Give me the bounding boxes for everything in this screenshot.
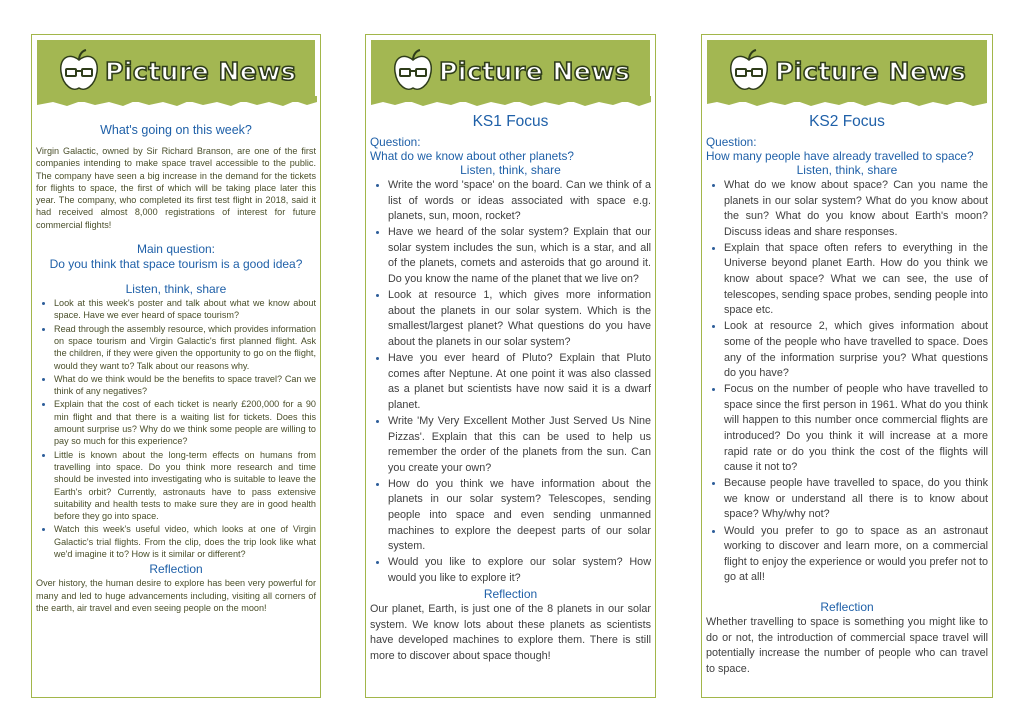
panel-whats-going-on <box>31 34 321 698</box>
panel-ks1-focus <box>365 34 656 698</box>
question-label: Question: <box>706 135 757 149</box>
apple-glasses-icon <box>729 48 769 94</box>
list-item: • Have we heard of the solar system? Explain that our solar system includes the sun, which is a star, and all of the planets, comets and asteroids that go around it. Do you know the name of the planet that we live on? <box>388 225 651 287</box>
list-item: • How do you think we have information about the planets in our solar system? Telescopes, sending people into space and even sending unmanned machines to explore the deepest parts of our solar system. <box>388 477 651 555</box>
list-item: • What do we think would be the benefits to space travel? Can we think of any negatives? <box>54 373 316 398</box>
activity-list <box>370 178 651 586</box>
banner <box>371 40 650 102</box>
section-heading: KS1 Focus <box>472 113 549 130</box>
list-item: • Look at resource 1, which gives more information about the planets in our solar system. Which is the smallest/largest planet? What questions do you have about the planets in our solar system? <box>388 288 651 350</box>
list-item: • Watch this week's useful video, which looks at one of Virgin Galactic's trial flights. From the clip, does the trip look like what we'd imagine it to? How is it similar or different? <box>54 523 316 560</box>
list-item: • Little is known about the long-term effects on humans from travelling into space. Do you think more research and time should be invested into investigating who is suitable to leave the Earth's orbit? Currently, astronauts have to pass extensive suitability and health tests to make sure they are in good health before they go into space. <box>54 449 316 523</box>
reflection-paragraph: Over history, the human desire to explore has been very powerful for many and led to huge advancements including, visiting all corners of the earth, air travel and even seeing people on the moon! <box>36 578 316 613</box>
list-item: • Look at resource 2, which gives information about some of the people who have travelled to space. Does any of the information surprise you? What questions do you have? <box>724 319 988 381</box>
listen-think-share-heading: Listen, think, share <box>125 282 227 297</box>
list-item: • Focus on the number of people who have travelled to space since the first person in 1961. What do you think will happen to this number once commercial flights are introduced? Do you think it will increase at a more rapid rate or do you think the cost of the flights will cause it not to? <box>724 382 988 476</box>
section-heading: What's going on this week? <box>100 123 252 137</box>
banner <box>707 40 987 102</box>
reflection-heading: Reflection <box>483 586 538 601</box>
list-item: • Explain that space often refers to everything in the Universe beyond planet Earth. How do you think we know about space? What we can see, the use of telescopes, sending space probes, sending people into space etc. <box>724 241 988 319</box>
question: What do we know about other planets? <box>370 149 574 163</box>
banner <box>37 40 315 102</box>
panel-body <box>36 119 316 693</box>
activity-list <box>706 178 988 586</box>
section-heading: KS2 Focus <box>809 113 885 130</box>
panel-body <box>370 113 651 693</box>
list-item: • Would you like to explore our solar system? How would you like to explore it? <box>388 555 651 586</box>
question-label: Question: <box>370 135 421 149</box>
picture-news-logo <box>393 48 630 94</box>
list-item: • Because people have travelled to space, do you think we know or understand all there is to know about space? Why/why not? <box>724 476 988 523</box>
picture-news-logo <box>59 48 296 94</box>
list-item: • What do we know about space? Can you name the planets in our solar system? What do you know about the sun? What do you know about Earth's moon? Discuss ideas and share responses. <box>724 178 988 240</box>
panel-body <box>706 113 988 693</box>
list-item: • Write the word 'space' on the board. Can we think of a list of words or ideas associated with space e.g. planets, sun, moon, rocket? <box>388 178 651 225</box>
torn-edge <box>37 96 317 108</box>
apple-glasses-icon <box>393 48 433 94</box>
listen-think-share-heading: Listen, think, share <box>460 163 561 177</box>
list-item: • Have you ever heard of Pluto? Explain that Pluto comes after Neptune. At one point it was also classed as a planet but scientists have now said it is a dwarf planet. <box>388 351 651 413</box>
apple-glasses-icon <box>59 48 99 94</box>
reflection-paragraph: Whether travelling to space is something you might like to do or not, the introduction of commercial space travel will potentially increase the number of people who can travel to space. <box>706 615 988 675</box>
list-item: • Look at this week's poster and talk about what we know about space. Have we ever heard of space tourism? <box>54 297 316 322</box>
torn-edge <box>707 96 987 108</box>
main-question-label: Main question: <box>136 242 216 257</box>
logo-text: Picture News <box>105 56 297 86</box>
list-item: • Read through the assembly resource, which provides information on space tourism and Virgin Galactic's first planned flight. Ask the children, if they were given the opportunity to go on the flight, would they want to? Talk about our reasons why. <box>54 323 316 372</box>
logo-text: Picture News <box>439 56 631 86</box>
listen-think-share-heading: Listen, think, share <box>796 163 898 177</box>
intro-paragraph: Virgin Galactic, owned by Sir Richard Branson, are one of the first companies intending to make space travel accessible to the public. The company have seen a big increase in the demand for the tickets for flights to space, the first of which will be taking place later this year. The company, who completed its first test flight in 2018, said it had received almost 8,000 registrations of interest for future commercial flights! <box>36 146 316 230</box>
list-item: • Write 'My Very Excellent Mother Just Served Us Nine Pizzas'. Explain that this can be used to help us remember the order of the planets from the sun. Can you create your own? <box>388 414 651 476</box>
picture-news-logo <box>729 48 966 94</box>
activity-list <box>36 297 316 560</box>
list-item: • Would you prefer to go to space as an astronaut working to discover and learn more, on a commercial flight to enjoy the experience or would you prefer not to go at all! <box>724 524 988 586</box>
reflection-paragraph: Our planet, Earth, is just one of the 8 planets in our solar system. We know lots about these planets as scientists have developed machines to explore them. There is still more to discover about space though! <box>370 602 651 662</box>
main-question: Do you think that space tourism is a good idea? <box>49 257 303 272</box>
question: How many people have already travelled to space? <box>706 149 974 163</box>
reflection-heading: Reflection <box>149 562 203 577</box>
list-item: • Explain that the cost of each ticket is nearly £200,000 for a 90 min flight and that there is a waiting list for tickets. Does this amount surprise us? Why do we think some people are willing to pay so much for this experience? <box>54 398 316 447</box>
panel-ks2-focus <box>701 34 993 698</box>
logo-text: Picture News <box>775 56 967 86</box>
reflection-heading: Reflection <box>820 599 874 614</box>
torn-edge <box>371 96 651 108</box>
